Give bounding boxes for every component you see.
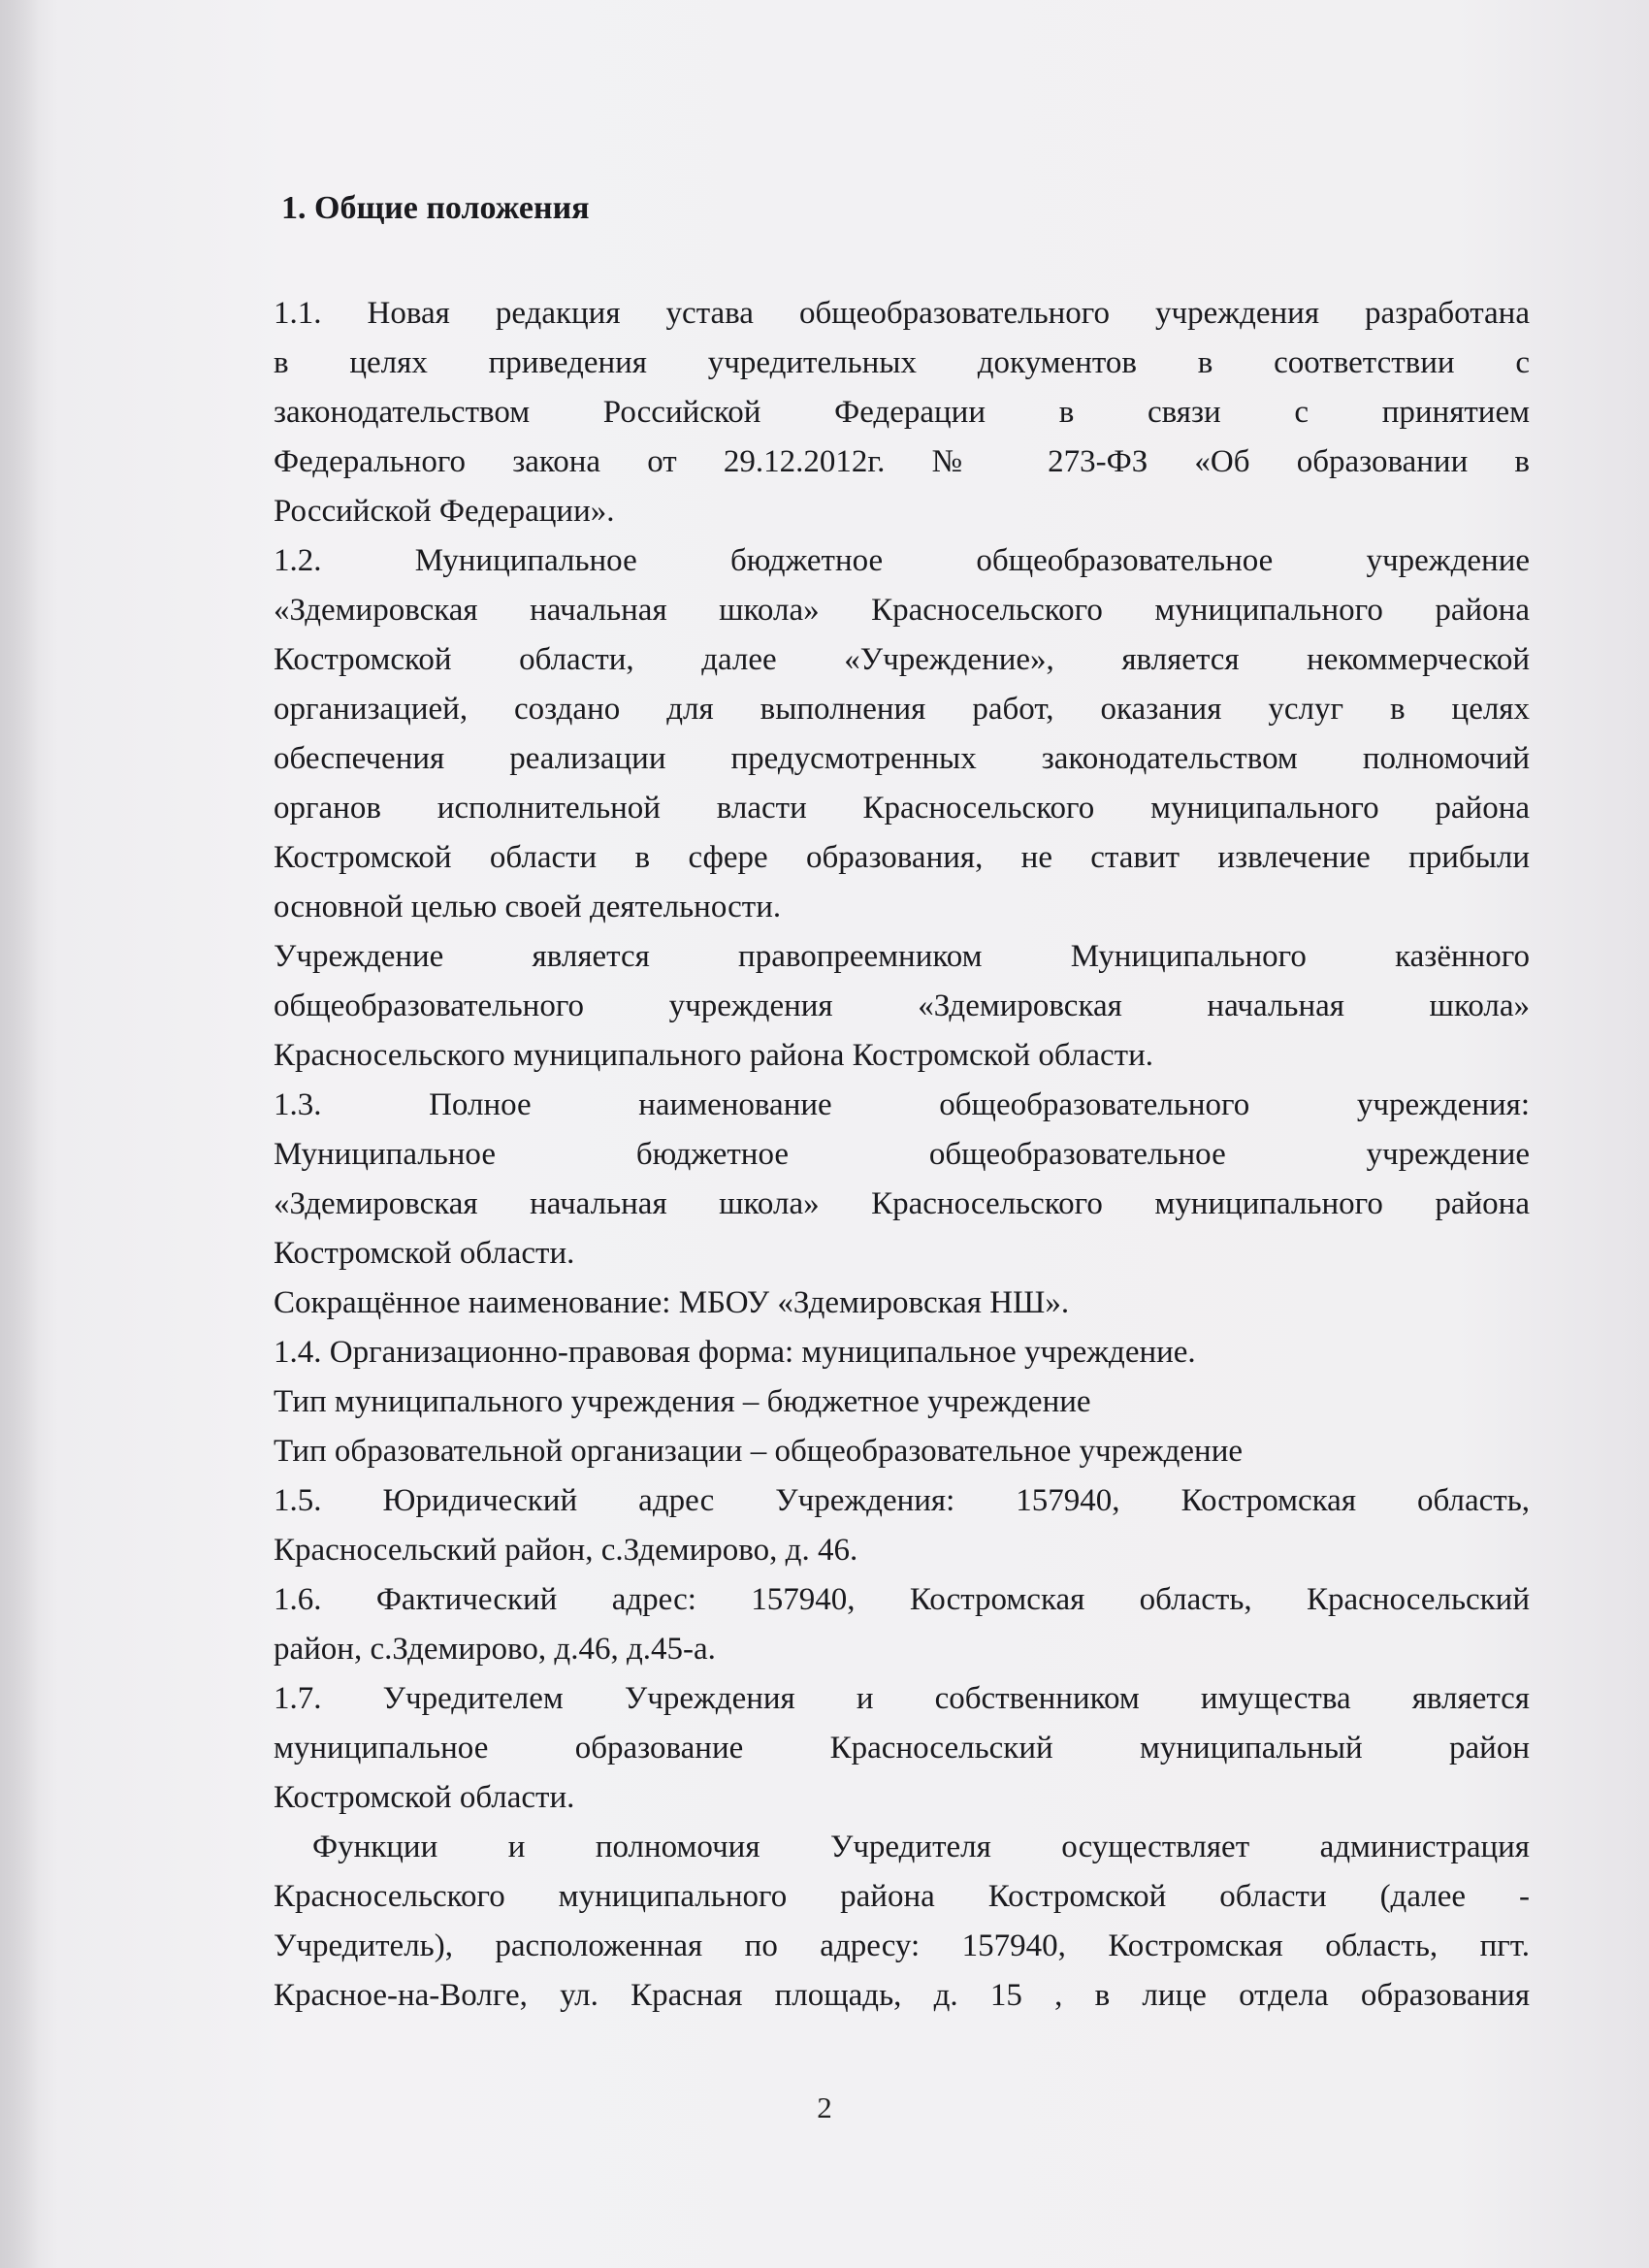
- text-line: общеобразовательного учреждения «Здемировская начальная школа»: [274, 988, 1530, 1023]
- paragraph-1-7: [274, 1674, 1530, 1823]
- text-line: 1.3. Полное наименование общеобразовательного учреждения:: [274, 1087, 1530, 1122]
- text-line: Муниципальное бюджетное общеобразовательное учреждение: [274, 1137, 1530, 1172]
- text-line: район, с.Здемирово, д.46, д.45-а.: [274, 1632, 716, 1667]
- text-line: Сокращённое наименование: МБОУ «Здемировская НШ».: [274, 1285, 1070, 1320]
- text-line: Костромской области.: [274, 1780, 575, 1815]
- text-line: 1.1. Новая редакция устава общеобразовательного учреждения разработана: [274, 296, 1530, 331]
- text-line: Тип образовательной организации – общеобразовательное учреждение: [274, 1434, 1244, 1469]
- text-line: «Здемировская начальная школа» Красносельского муниципального района: [274, 1186, 1530, 1221]
- text-line: 1.2. Муниципальное бюджетное общеобразовательное учреждение: [274, 543, 1530, 578]
- text-line: Красное-на-Волге, ул. Красная площадь, д. 15 , в лице отдела образования: [274, 1978, 1530, 2013]
- text-line: 1.5. Юридический адрес Учреждения: 157940, Костромская область,: [274, 1483, 1530, 1518]
- paragraph-successor: [274, 932, 1530, 1081]
- text-line: Костромской области, далее «Учреждение», является некоммерческой: [274, 642, 1530, 677]
- text-line: Функции и полномочия Учредителя осуществляет администрация: [312, 1830, 1530, 1864]
- text-line: Костромской области в сфере образования, не ставит извлечение прибыли: [274, 840, 1530, 875]
- text-line: Красносельского муниципального района Костромской области.: [274, 1038, 1153, 1073]
- text-line: 1.4. Организационно-правовая форма: муниципальное учреждение.: [274, 1335, 1196, 1370]
- paragraph-short-name: [274, 1279, 1530, 1328]
- text-line: законодательством Российской Федерации в связи с принятием: [274, 395, 1530, 430]
- text-line: Российской Федерации».: [274, 494, 615, 529]
- paragraph-1-5: [274, 1476, 1530, 1575]
- page-fold-shadow: [0, 0, 39, 2268]
- text-line: организацией, создано для выполнения работ, оказания услуг в целях: [274, 692, 1530, 727]
- text-line: органов исполнительной власти Красносельского муниципального района: [274, 791, 1530, 826]
- section-title: 1. Общие положения: [281, 190, 590, 226]
- paragraph-1-4: [274, 1328, 1530, 1476]
- text-line: Красносельский район, с.Здемирово, д. 46.: [274, 1533, 858, 1568]
- paragraph-1-6: [274, 1575, 1530, 1674]
- text-line: «Здемировская начальная школа» Красносельского муниципального района: [274, 593, 1530, 628]
- page-number: 2: [817, 2090, 832, 2124]
- text-line: Федерального закона от 29.12.2012г. № 273-ФЗ «Об образовании в: [274, 444, 1530, 479]
- text-line: Учреждение является правопреемником Муниципального казённого: [274, 939, 1530, 974]
- text-line: Тип муниципального учреждения – бюджетное учреждение: [274, 1384, 1091, 1419]
- text-line: Красносельского муниципального района Костромской области (далее -: [274, 1879, 1530, 1914]
- paragraph-functions: [274, 1823, 1530, 2021]
- text-line: 1.6. Фактический адрес: 157940, Костромская область, Красносельский: [274, 1582, 1530, 1617]
- text-line: муниципальное образование Красносельский муниципальный район: [274, 1731, 1530, 1766]
- text-line: основной целью своей деятельности.: [274, 890, 782, 924]
- text-line: в целях приведения учредительных документов в соответствии с: [274, 345, 1530, 380]
- text-line: обеспечения реализации предусмотренных законодательством полномочий: [274, 741, 1530, 776]
- text-line: Учредитель), расположенная по адресу: 157940, Костромская область, пгт.: [274, 1928, 1530, 1963]
- paragraph-1-2: [274, 536, 1530, 932]
- paragraph-1-3: [274, 1081, 1530, 1279]
- text-line: Костромской области.: [274, 1236, 575, 1271]
- text-line: 1.7. Учредителем Учреждения и собственником имущества является: [274, 1681, 1530, 1716]
- paragraph-1-1: [274, 289, 1530, 536]
